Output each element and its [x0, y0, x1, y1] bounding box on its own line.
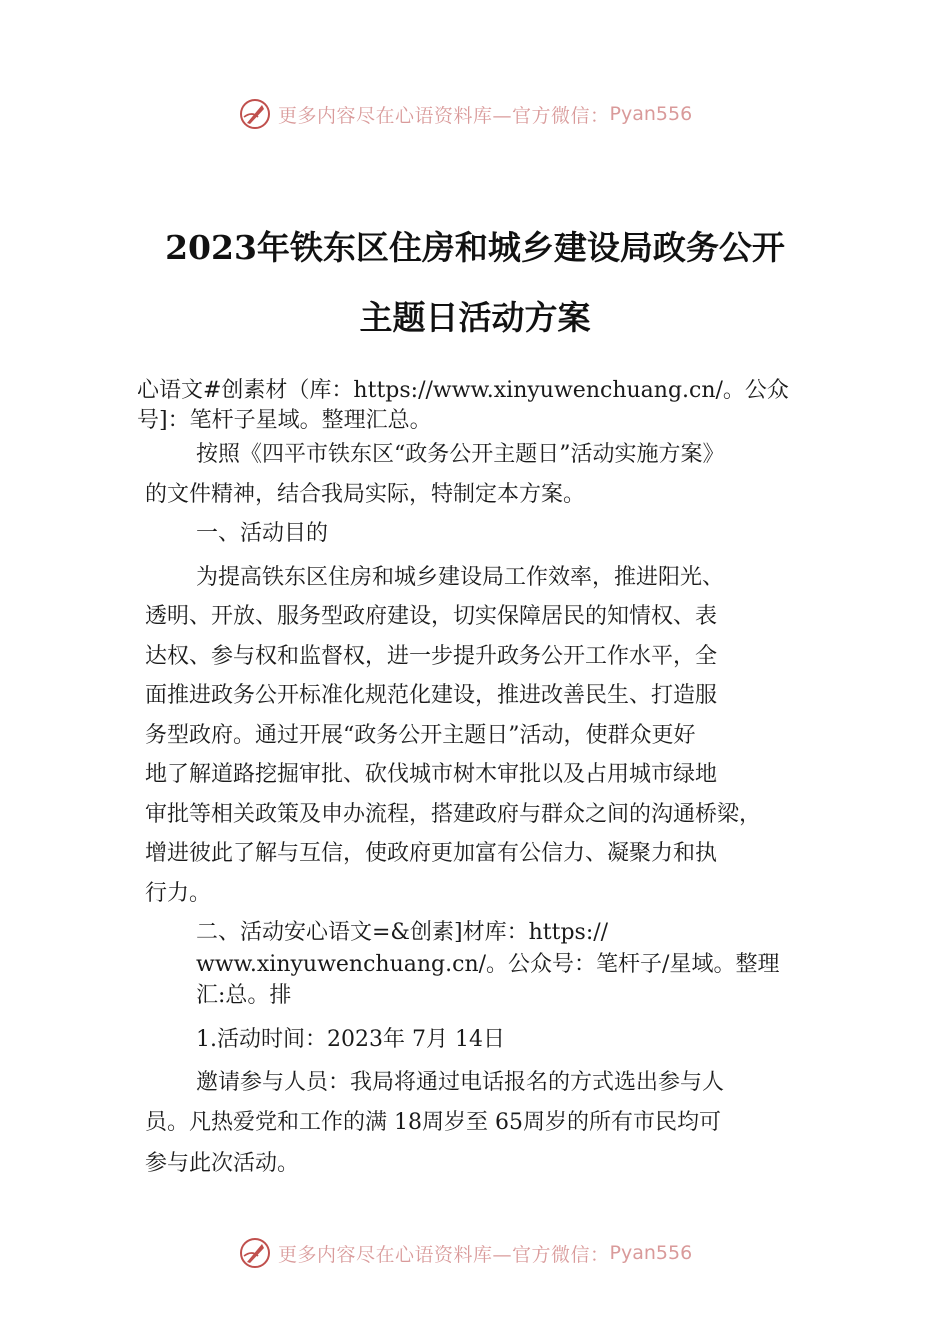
section-1-paragraph-line: 行力。	[145, 881, 212, 906]
watermark-wechat-id: Pyan556	[609, 1242, 693, 1264]
section-1-paragraph-line: 地了解道路挖掘审批、砍伐城市树木审批以及占用城市绿地	[145, 762, 718, 787]
section-2-heading-line: www.xinyuwenchuang.cn/。公众号：笔杆子/星域。整理	[196, 952, 780, 977]
section-1-paragraph-line: 为提高铁东区住房和城乡建设局工作效率，推进阳光、	[196, 565, 725, 590]
watermark-wechat-id: Pyan556	[609, 103, 693, 125]
section-1-paragraph-line: 增进彼此了解与互信，使政府更加富有公信力、凝聚力和执	[145, 841, 718, 866]
document-title-line-1: 2023年铁东区住房和城乡建设局政务公开	[165, 228, 785, 267]
quill-logo-icon	[238, 1236, 272, 1270]
watermark-text: 更多内容尽在心语资料库—官方微信：	[278, 104, 610, 127]
footer-watermark	[0, 1233, 950, 1273]
participants-line: 员。凡热爱党和工作的满 18周岁至 65周岁的所有市民均可	[145, 1110, 721, 1135]
section-1-paragraph-line: 透明、开放、服务型政府建设，切实保障居民的知情权、表	[145, 604, 718, 629]
section-2-heading-line: 汇:总。排	[196, 983, 292, 1008]
watermark-text: 更多内容尽在心语资料库—官方微信：	[278, 1243, 610, 1266]
document-title-line-2: 主题日活动方案	[359, 298, 591, 337]
activity-time: 1.活动时间：2023年 7月 14日	[196, 1027, 505, 1052]
source-note-line: 号]：笔杆子星域。整理汇总。	[137, 408, 432, 433]
intro-line: 的文件精神，结合我局实际，特制定本方案。	[145, 482, 586, 507]
participants-line: 邀请参与人员：我局将通过电话报名的方式选出参与人	[196, 1070, 725, 1095]
section-2-heading-line: 二、活动安心语文=&创素]材库：https://	[196, 920, 609, 945]
header-watermark	[0, 94, 950, 134]
section-1-paragraph-line: 务型政府。通过开展“政务公开主题日”活动，使群众更好	[145, 723, 696, 748]
source-note-line: 心语文#创素材（库：https://www.xinyuwenchuang.cn/。公众	[137, 378, 789, 403]
quill-logo-icon	[238, 97, 272, 131]
section-1-paragraph-line: 达权、参与权和监督权，进一步提升政务公开工作水平，全	[145, 644, 718, 669]
intro-line: 按照《四平市铁东区“政务公开主题日”活动实施方案》	[196, 442, 725, 467]
section-1-paragraph-line: 面推进政务公开标准化规范化建设，推进改善民生、打造服	[145, 683, 718, 708]
participants-line: 参与此次活动。	[145, 1151, 300, 1176]
section-1-heading: 一、活动目的	[196, 521, 329, 546]
section-1-paragraph-line: 审批等相关政策及申办流程，搭建政府与群众之间的沟通桥梁，	[145, 802, 762, 827]
